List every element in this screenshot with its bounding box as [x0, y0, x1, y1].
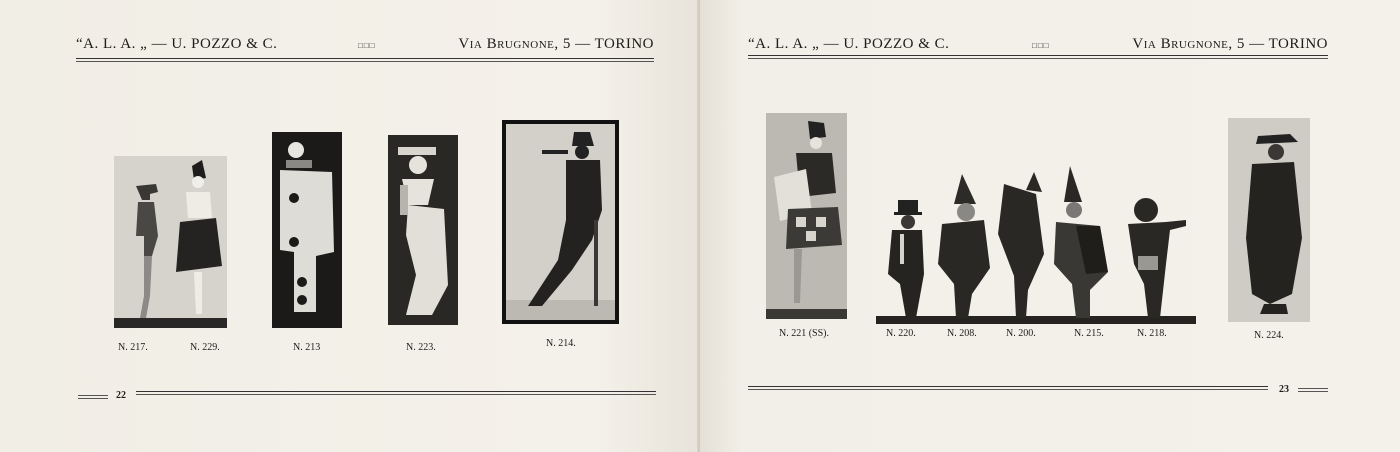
footer-rule-right-2	[1298, 391, 1328, 392]
footer-rule-right	[1298, 388, 1328, 389]
caption-223: N. 223.	[406, 342, 436, 353]
footer-rule-left-2	[78, 398, 108, 399]
header-rule-thin	[748, 58, 1328, 59]
caption-224: N. 224.	[1254, 330, 1284, 341]
figure-200	[998, 172, 1044, 318]
footer-rule-thin	[136, 394, 656, 395]
figure-223	[388, 135, 458, 325]
caption-218: N. 218.	[1137, 328, 1167, 339]
caption-220: N. 220.	[886, 328, 916, 339]
footer-rule	[748, 386, 1268, 387]
caption-213: N. 213	[293, 342, 321, 353]
caption-200: N. 200.	[1006, 328, 1036, 339]
address: Via Brugnone, 5 — TORINO	[1132, 36, 1328, 52]
footer-rule-thin	[748, 389, 1268, 390]
figure-215	[1054, 166, 1108, 318]
header-rule	[748, 55, 1328, 56]
header-rule	[76, 58, 654, 59]
page-header	[748, 36, 1328, 56]
figure-218	[1128, 198, 1186, 318]
caption-229: N. 229.	[190, 342, 220, 353]
figure-221	[766, 113, 847, 319]
header-rule-thin	[76, 61, 654, 62]
company-name: “A. L. A. „ — U. POZZO & C.	[76, 36, 278, 52]
footer-rule	[136, 391, 656, 392]
page-number: 22	[116, 390, 126, 401]
ornament: □□□	[1032, 41, 1050, 50]
address: Via Brugnone, 5 — TORINO	[458, 36, 654, 52]
caption-214: N. 214.	[546, 338, 576, 349]
figure-220	[888, 200, 924, 318]
figure-row-220-218	[876, 164, 1196, 326]
caption-221: N. 221 (SS).	[779, 328, 830, 339]
figure-213	[272, 132, 342, 328]
company-name: “A. L. A. „ — U. POZZO & C.	[748, 36, 950, 52]
figure-208	[938, 174, 990, 318]
right-page	[700, 0, 1400, 452]
caption-208: N. 208.	[947, 328, 977, 339]
caption-217: N. 217.	[118, 342, 148, 353]
figure-217-229	[114, 156, 227, 328]
ornament: □□□	[358, 41, 376, 50]
page-header	[76, 36, 654, 56]
page-number: 23	[1279, 384, 1289, 395]
figure-214	[502, 120, 619, 324]
caption-215: N. 215.	[1074, 328, 1104, 339]
figure-224	[1228, 118, 1310, 322]
footer-rule-left	[78, 395, 108, 396]
